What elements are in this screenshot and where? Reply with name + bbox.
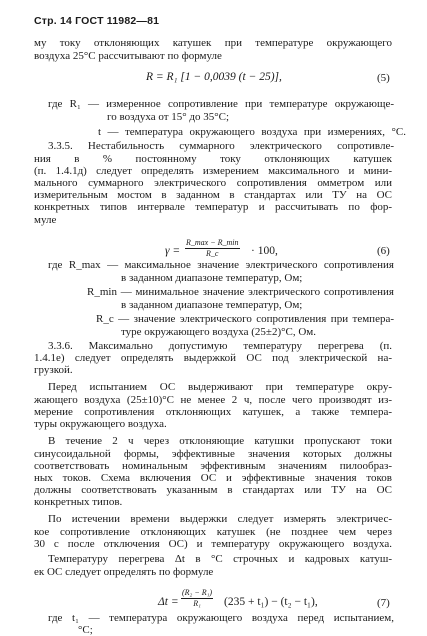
- text-line: По истечении времени выдержки следует измерять электричес-: [48, 513, 392, 525]
- text-line: в заданном диапазоне температур, Ом;: [121, 272, 303, 284]
- formula-7-number: (7): [377, 597, 390, 609]
- text-line: измерительным мостом в заданном в стандартах или ТУ на ОС: [34, 189, 392, 201]
- text-line: туры окружающего воздуха.: [34, 418, 167, 430]
- text-line: в заданном диапазоне температур, Ом;: [121, 299, 303, 311]
- text-line: где t₁ — температура окружающего воздуха перед испытанием,: [48, 612, 394, 624]
- text-line: В течение 2 ч через отклоняющие катушки пропускают токи: [48, 435, 392, 447]
- formula-7-right: (235 + t₁) − (t₂ − t₁),: [224, 596, 318, 608]
- text-line: где R_max — максимальное значение электрического сопротивления: [48, 259, 394, 271]
- text-line: ния в % постоянному току отклоняющих катушек: [34, 153, 392, 165]
- formula-6-right: · 100,: [251, 245, 278, 257]
- text-line: (п. 1.4.1д) следует определять измерением максимального и мини-: [34, 165, 392, 177]
- text-line: му току отклоняющих катушек при температуре окружающего: [34, 37, 392, 49]
- text-line: воздуха 25°С рассчитывают по формуле: [34, 50, 222, 62]
- text-line: Температуру перегрева Δt в °С строчных и кадровых катуш-: [48, 553, 392, 565]
- text-line: конкретных типов интервале температур и рассчитывать по фор-: [34, 201, 392, 213]
- formula-7-denominator: R₁: [193, 599, 201, 608]
- formula-5-number: (5): [377, 72, 390, 84]
- text-line: кое сопротивление отклоняющих катушек (не позднее чем через: [34, 526, 392, 538]
- text-line: ек ОС следует определять по формуле: [34, 566, 214, 578]
- formula-7-left: Δt =: [158, 596, 179, 608]
- text-line: муле: [34, 214, 57, 226]
- text-line: R_c — значение электрического сопротивления при темпера-: [96, 313, 394, 325]
- formula-6-numerator: R_max − R_min: [186, 238, 239, 247]
- text-line: конкретных типов.: [34, 496, 123, 508]
- formula-6-denominator: R_c: [206, 249, 219, 258]
- text-line: 1.4.1е) следует определять выдержкой ОС под электрической на-: [34, 352, 392, 364]
- text-line: грузкой.: [34, 364, 73, 376]
- text-line: жающего воздуха (25±10)°С не менее 2 ч, после чего производят из-: [34, 394, 392, 406]
- text-line: туре окружающего воздуха (25±2)°С, Ом.: [121, 326, 316, 338]
- text-line: мерение сопротивления отклоняющих катушек, а также темпера-: [34, 406, 392, 418]
- text-line: должны соответствовать указанным в стандартах или ТУ на ОС: [34, 484, 392, 496]
- text-line: го воздуха от 15° до 35°С;: [107, 111, 230, 123]
- formula-6-number: (6): [377, 245, 390, 257]
- formula-5: R = R₁ [1 − 0,0039 (t − 25)],: [146, 71, 282, 83]
- formula-6-fraction: [185, 238, 240, 259]
- formula-7-fraction: [181, 588, 213, 609]
- text-line: мального суммарного электрического сопротивления омметром или: [34, 177, 392, 189]
- text-line: синусоидальной формы, эффективные значения которых должны: [34, 448, 392, 460]
- text-line: соответствовать номинальным эффективным значениям пилообраз-: [34, 460, 392, 472]
- text-line: 3.3.5. Нестабильность суммарного электрического сопротивле-: [48, 140, 394, 152]
- formula-7-numerator: (R₂ − R₁): [182, 588, 213, 597]
- text-line: R_min — минимальное значение электрического сопротивления: [87, 286, 394, 298]
- text-line: где R₁ — измеренное сопротивление при температуре окружающе-: [48, 98, 394, 110]
- page-header: Стр. 14 ГОСТ 11982—81: [34, 15, 160, 27]
- formula-6-left: γ =: [165, 245, 181, 257]
- text-line: t — температура окружающего воздуха при измерениях, °С.: [98, 126, 406, 138]
- text-line: °С;: [78, 624, 93, 636]
- text-line: 30 с после отключения ОС) и температуру окружающего воздуха.: [34, 538, 392, 550]
- text-line: ных токов. Схема включения ОС и эффективные значения токов: [34, 472, 392, 484]
- text-line: Перед испытанием ОС выдерживают при температуре окру-: [48, 381, 392, 393]
- text-line: 3.3.6. Максимально допустимую температуру перегрева (п.: [48, 340, 392, 352]
